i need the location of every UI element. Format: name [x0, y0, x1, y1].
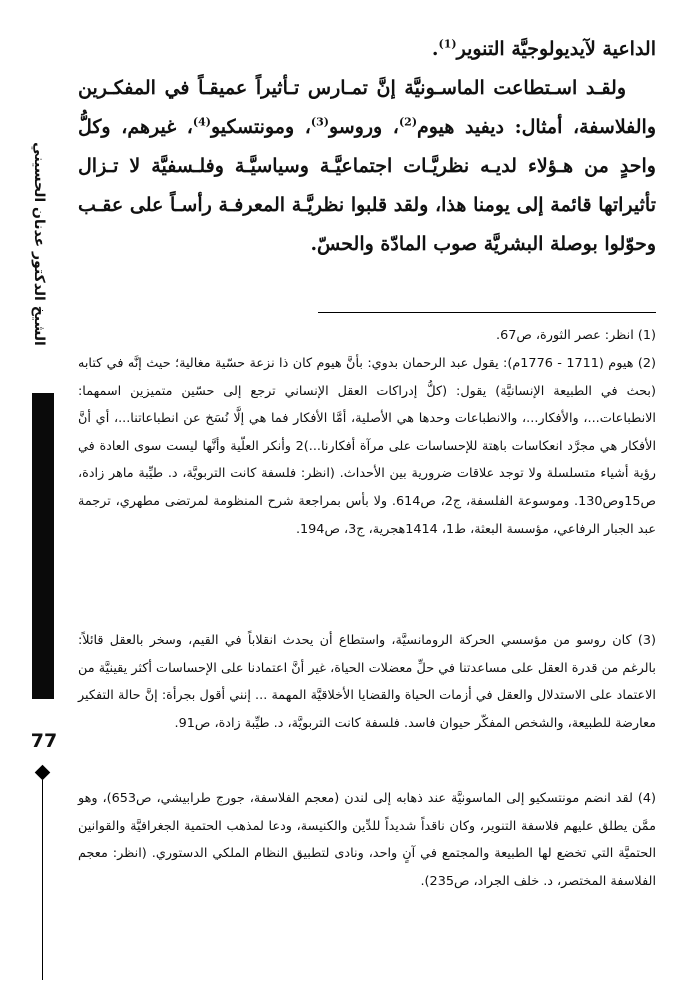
decorative-side-line: [42, 780, 43, 980]
footnote-1: (1) انظر: عصر الثورة، ص67.: [496, 328, 656, 343]
footnote-separator: [318, 312, 656, 313]
main-paragraph: ولقـد اسـتطاعت الماسـونيَّة إنَّ تمـارس تـأثيراً عميقـاً في المفكـرين والفلاسفة، أمثال: ديفيد هيوم$^{(2)}$، وروسو$^{(3)}$، ومونتسكيو$^{(4)}$، غيرهم، وكلُّ واحدٍ من هـؤلاء لديـه نظريَّـات اجتماعيَّـة وسياسيَّـة وفلـسفيَّة لا تـزال تأثيراتها قائمة إلى يومنا هذا، ولقد قلبوا نظريَّـة المعرفـة رأسـاً على عقـب وحوّلوا بوصلة البشريَّة صوب المادّة والحسّ.: [78, 77, 657, 255]
page-number: 77: [30, 730, 58, 752]
decorative-side-bar: [32, 393, 54, 699]
footnote-3: (3) كان روسو من مؤسسي الحركة الرومانسيَّة، واستطاع أن يحدث انقلاباً في القيم، وسخر بالعقل قائلاً: بالرغم من قدرة العقل على مساعدتنا في حلِّ معضلات الحياة، غير أنَّ اعتمادنا على الإحساسات أكثر يقينيَّة من الاعتماد على الاستدلال والعقل في أزمات الحياة والقضايا الأخلاقيَّة المهمة ... إنني أقول بجرأة: إنَّ حالة التفكير معارضة للطبيعة، والشخص المفكّر حيوان فاسد. فلسفة كانت التربويَّة، د. طيِّبة زادة، ص91.: [78, 633, 656, 731]
footnote-ref-1: (1): [438, 37, 457, 51]
footnote-ref-2: (2): [398, 115, 418, 129]
footnote-4: (4) لقد انضم مونتسكيو إلى الماسونيَّة عند ذهابه إلى لندن (معجم الفلاسفة، جورج طرابيشي، ص653)، وهو ممَّن يطلق عليهم فلاسفة التنوير، وكان ناقداً شديداً للدِّين والكنيسة، ودعا لمذهب الحتمية الجغرافيَّة والقوانين الحتميَّة التي تخضع لها الطبيعة والمجتمع في آنٍ واحد، ونادى لتطبيق النظام الملكي الدستوري. (انظر: معجم الفلاسفة المختصر، د. خلف الجراد، ص235).: [78, 791, 656, 889]
continued-line: الداعية لآيديولوجيَّة التنوير$^{(1)}$.: [431, 37, 656, 60]
running-header: [26, 130, 52, 358]
author-name: الشيخ الدكتور عدنان الحسيني: [31, 142, 48, 346]
diamond-ornament-icon: [35, 765, 51, 781]
main-text: [78, 30, 656, 264]
footnote-2: (2) هيوم (1711 - 1776م): يقول عبد الرحمان بدوي: بأنَّ هيوم كان ذا نزعة حسّية مغالية؛ حيث إنَّه في كتابه (بحث في الطبيعة الإنسانيَّة) يقول: (كلُّ إدراكات العقل الإنساني ترجع إلى حسّين متميزين اسمهما: الانطباعات...، والأفكار...، والانطباعات وحدها هي الأصلية، أمَّا الأفكار فما هي إلَّا نُسَخ عن انطباعاتنا...، أي أنَّ الأفكار هي مجرَّد انعكاسات باهتة للإحساسات على مرآة أفكارنا...)2 وأنكر العلّية وأنَّها ليست سوى العادة في رؤية أشياء متسلسلة ولا توجد علاقات ضرورية بين الأحداث. (انظر: فلسفة كانت التربويَّة، د. طيِّبة ماهر زادة، ص15وص130. وموسوعة الفلسفة، ج2، ص614. ولا بأس بمراجعة شرح المنظومة لمرتضى مطهري، ترجمة عبد الجبار الرفاعي، مؤسسة البعثة، ط1، 1414هجرية، ج3، ص194.: [78, 356, 657, 537]
footnote-ref-4: (4): [192, 115, 211, 129]
footnote-ref-3: (3): [310, 115, 329, 129]
